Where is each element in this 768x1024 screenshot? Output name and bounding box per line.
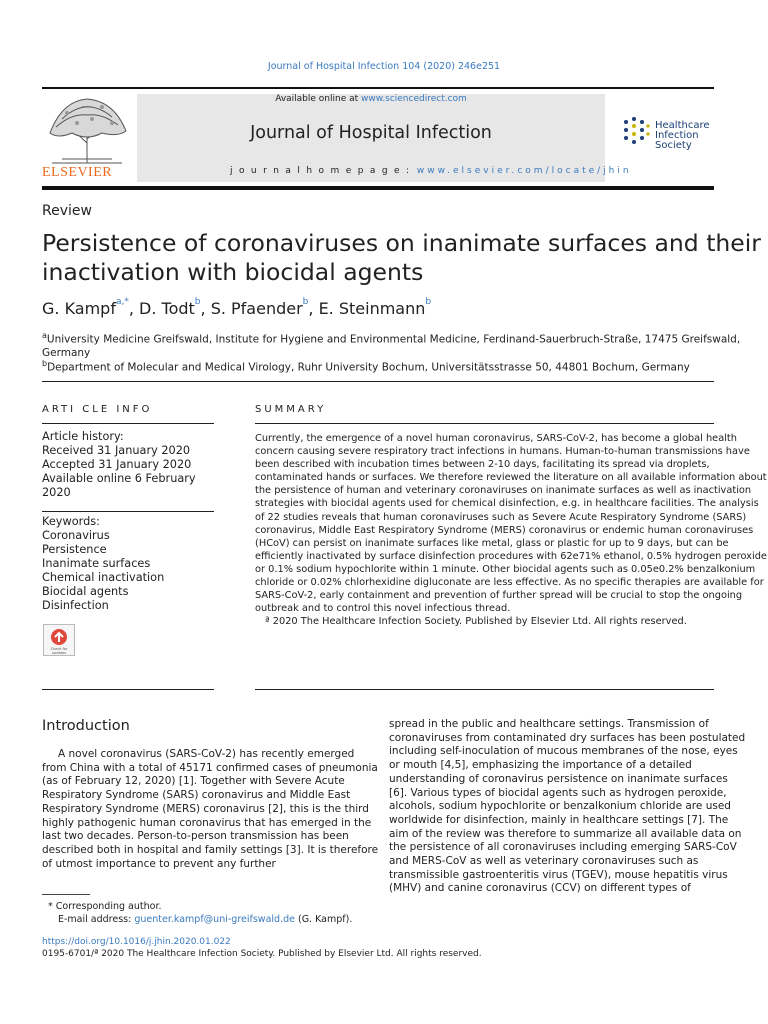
homepage-link[interactable]: www.elsevier.com/locate/jhin	[416, 166, 632, 176]
keyword: Inanimate surfaces	[42, 557, 151, 570]
keyword: Chemical inactivation	[42, 571, 165, 584]
author[interactable]: S. Pfaender	[210, 299, 303, 318]
keywords: Keywords: Coronavirus Persistence Inanimate surfaces Chemical inactivation Biocidal agents Disinfection	[42, 515, 218, 613]
affiliation-rule	[42, 381, 714, 382]
corresponding-author-footnote: * Corresponding author. E-mail address: guenter.kampf@uni-greifswald.de (G. Kampf).	[48, 901, 353, 925]
summary-text: Currently, the emergence of a novel human coronavirus, SARS-CoV-2, has become a global health concern causing severe respiratory tract infections in humans. Human-to-human transmissions have been described with incubation times between 2-10 days, facilitating its spread via droplets, contaminated hands or surfaces. We therefore reviewed the literature on all available information about the persistence of human and veterinary coronaviruses on inanimate surfaces as well as inactivation strategies with biocidal agents used for chemical disinfection, e.g. in healthcare facilities. The analysis of 22 studies reveals that human coronaviruses such as Severe Acute Respiratory Syndrome (SARS) coronavirus, Middle East Respiratory Syndrome (MERS) coronavirus or endemic human coronaviruses (HCoV) can persist on inanimate surfaces like metal, glass or plastic for up to 9 days, but can be efficiently inactivated by surface disinfection procedures with 62e71% ethanol, 0.5% hydrogen peroxide or 0.1% sodium hypochlorite within 1 minute. Other biocidal agents such as 0.05e0.2% benzalkonium chloride or 0.02% chlorhexidine digluconate are less effective. As no specific therapies are available for SARS-CoV-2, early containment and prevention of further spread will be crucial to stop the ongoing outbreak and to control this novel infectious thread. ª 2020 The Healthcare Infection Society. Published by Elsevier Ltd. All rights reserved.	[255, 433, 767, 628]
author-email-link[interactable]: guenter.kampf@uni-greifswald.de	[134, 913, 295, 925]
journal-citation[interactable]: Journal of Hospital Infection 104 (2020) 246e251	[267, 61, 501, 72]
healthcare-infection-society-logo-text: Healthcare Infection Society	[655, 120, 710, 151]
keyword: Disinfection	[42, 599, 109, 612]
author-affiliation-marker[interactable]: b	[425, 297, 432, 307]
affiliation-b: $^b$Department of Molecular and Medical Virology, Ruhr University Bochum, Universitätsstrasse 50, 44801 Bochum, Germany	[42, 359, 690, 374]
summary-copyright: ª 2020 The Healthcare Infection Society. Published by Elsevier Ltd. All rights reserved.	[265, 616, 687, 628]
author[interactable]: E. Steinmann	[318, 299, 426, 318]
sciencedirect-link[interactable]: www.sciencedirect.com	[361, 94, 467, 104]
journal-homepage: j o u r n a l h o m e p a g e : www.elsevier.com/locate/jhin	[230, 166, 632, 176]
elsevier-wordmark: ELSEVIER	[42, 165, 113, 180]
article-history: Article history: Received 31 January 2020 Accepted 31 January 2020 Available online 6 February 2020	[42, 430, 196, 499]
header-top-rule	[42, 87, 714, 89]
author-list: G. Kampf$^{a,*}$, D. Todt$^b$, S. Pfaender$^b$, E. Steinmann$^b$	[42, 297, 432, 318]
header-bottom-rule	[42, 186, 714, 190]
introduction-heading: Introduction	[42, 718, 130, 734]
affiliation-a: $^a$University Medicine Greifswald, Institute for Hygiene and Environmental Medicine, Ferdinand-Sauerbruch-Straße, 17475 Greifswald, Germany	[42, 331, 741, 359]
elsevier-tree-logo-icon	[42, 93, 132, 165]
article-title: Persistence of coronaviruses on inanimate surfaces and their inactivation with biocidal agents	[42, 229, 761, 286]
healthcare-infection-society-logo-icon	[622, 116, 654, 156]
introduction-left-column: A novel coronavirus (SARS-CoV-2) has recently emerged from China with a total of 45171 confirmed cases of pneumonia (as of February 12, 2020) [1]. Together with Severe Acute Respiratory Syndrome (SARS) coronavirus and Middle East Respiratory Syndrome (MERS) coronavirus [2], this is the third highly pathogenic human coronavirus that has emerged in the last two decades. Person-to-person transmission has been described both in hospital and family settings [3]. It is therefore of utmost importance to prevent any further	[42, 748, 379, 870]
page-footer	[42, 936, 482, 960]
summary-rule	[255, 423, 714, 424]
author-affiliation-marker[interactable]: a,*	[115, 297, 129, 307]
keyword: Persistence	[42, 543, 107, 556]
article-info-end-rule	[42, 689, 214, 690]
check-for-updates-button[interactable]: Check for updates	[43, 624, 75, 656]
article-type: Review	[42, 203, 92, 219]
footnote-rule	[42, 894, 90, 895]
author-affiliation-marker[interactable]: b	[302, 297, 309, 307]
keyword: Coronavirus	[42, 529, 110, 542]
doi-link[interactable]: https://doi.org/10.1016/j.jhin.2020.01.022	[42, 937, 231, 947]
issn-copyright: 0195-6701/ª 2020 The Healthcare Infection Society. Published by Elsevier Ltd. All rights reserved.	[42, 949, 482, 959]
author[interactable]: D. Todt	[139, 299, 195, 318]
summary-heading: SUMMARY	[255, 404, 327, 415]
author[interactable]: G. Kampf	[42, 299, 116, 318]
keyword: Biocidal agents	[42, 585, 129, 598]
article-info-rule	[42, 423, 214, 424]
introduction-right-column: spread in the public and healthcare settings. Transmission of coronaviruses from contaminated dry surfaces has been postulated including self-inoculation of mucous membranes of the nose, eyes or mouth [4,5], emphasizing the importance of a detailed understanding of coronavirus persistence on inanimate surfaces [6]. Various types of biocidal agents such as hydrogen peroxide, alcohols, sodium hypochlorite or benzalkonium chloride are used worldwide for disinfection, mainly in healthcare settings [7]. The aim of the review was therefore to summarize all available data on the persistence of all coronaviruses including emerging SARS-CoV and MERS-CoV as well as veterinary coronaviruses such as transmissible gastroenteritis virus (TGEV), mouse hepatitis virus (MHV) and canine coronavirus (CCV) on different types of	[389, 718, 746, 895]
history-rule	[42, 511, 214, 512]
author-affiliation-marker[interactable]: b	[194, 297, 201, 307]
available-online: Available online at www.sciencedirect.com	[275, 94, 467, 104]
summary-end-rule	[255, 689, 714, 690]
article-info-heading: ARTI CLE INFO	[42, 404, 153, 415]
journal-name: Journal of Hospital Infection	[250, 123, 492, 143]
